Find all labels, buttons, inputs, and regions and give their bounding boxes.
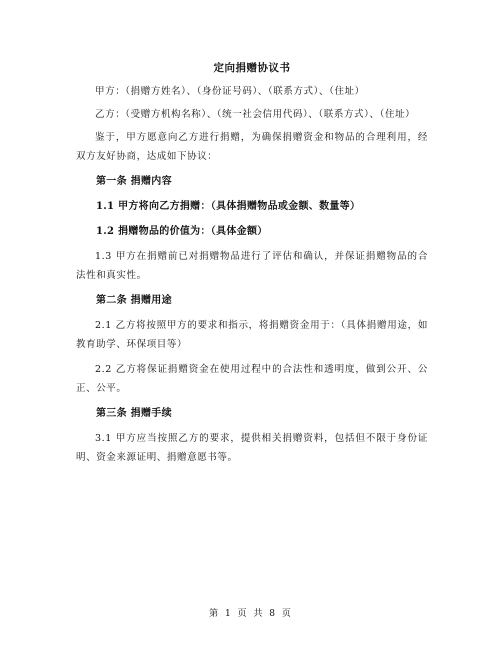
party-b: 乙方：（受赠方机构名称）、（统一社会信用代码）、（联系方式）、（住址） [95,109,416,120]
intro-paragraph: 鉴于，甲方愿意向乙方进行捐赠，为确保捐赠资金和物品的合理利用，经双方友好协商，达成如下协议： [76,132,428,162]
clause-3-1: 3.1 甲方应当按照乙方的要求，提供相关捐赠资料，包括但不限于身份证明、资金来源证明、捐赠意愿书等。 [76,433,428,463]
party-a: 甲方：（捐赠方姓名）、（身份证号码）、（联系方式）、（住址） [95,86,365,97]
document-body [76,60,428,473]
clause-1-1: 1.1 甲方将向乙方捐赠：（具体捐赠物品或金额、数量等） [96,201,361,212]
clause-1-3: 1.3 甲方在捐赠前已对捐赠物品进行了评估和确认，并保证捐赠物品的合法性和真实性。 [76,251,428,281]
page-number-footer: 第 1 页 共 8 页 [209,609,293,619]
article-2-heading: 第二条 捐赠用途 [96,295,172,306]
document-title: 定向捐赠协议书 [213,62,291,74]
clause-1-2: 1.2 捐赠物品的价值为：（具体金额） [96,226,268,237]
clause-2-2: 2.2 乙方将保证捐赠资金在使用过程中的合法性和透明度，做到公开、公正、公平。 [76,364,428,394]
clause-2-1: 2.1 乙方将按照甲方的要求和指示，将捐赠资金用于：（具体捐赠用途，如教育助学、环保项目等） [76,320,428,350]
article-3-heading: 第三条 捐赠手续 [96,408,172,419]
article-1-heading: 第一条 捐赠内容 [96,176,172,187]
